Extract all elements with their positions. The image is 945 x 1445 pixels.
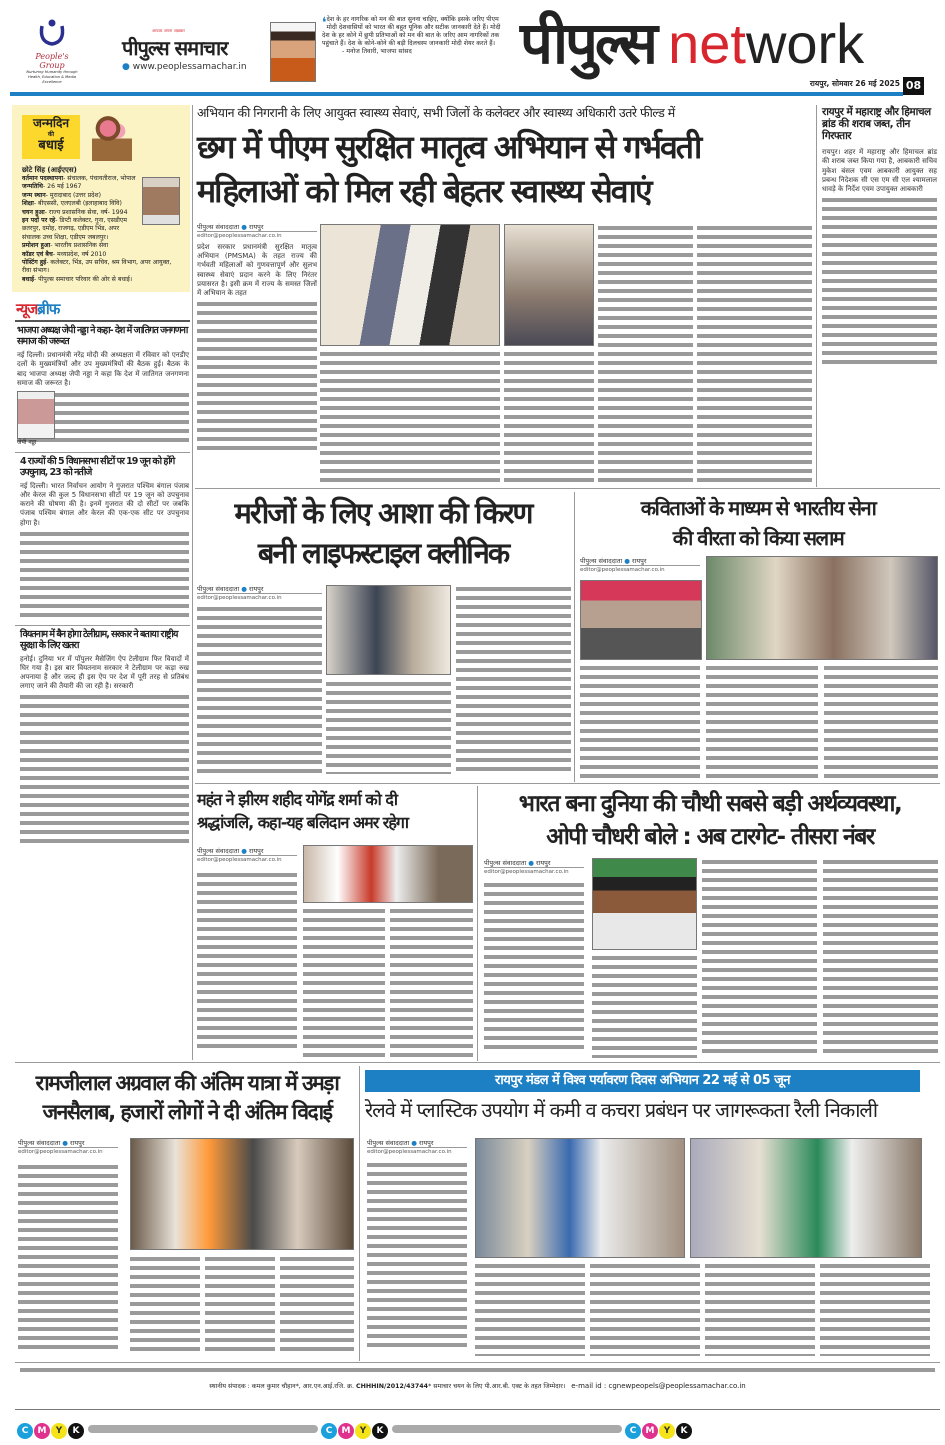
left-column xyxy=(12,105,190,843)
imprint-note: * समाचार चयन के लिए पी.आर.बी. एक्ट के तहत जिम्मेदार। xyxy=(428,1383,566,1390)
mahant-headline-line1: महंत ने झीरम शहीद योगेंद्र शर्मा को दी xyxy=(197,790,398,809)
lead-body-text xyxy=(697,224,812,482)
column-rule xyxy=(574,492,575,782)
divider xyxy=(15,1362,940,1363)
cmyk-dot-m: M xyxy=(338,1423,354,1439)
divider xyxy=(195,783,940,784)
poems-body-text xyxy=(580,664,700,778)
imprint-editor: स्थानीय संपादक : कमल कुमार चौहान*, आर.एन.आई.रजि. क्र. xyxy=(209,1383,354,1390)
registration-bar xyxy=(392,1425,622,1433)
imprint-line xyxy=(20,1366,935,1372)
byline-name: पीपुल्स संवाददाता xyxy=(484,859,527,867)
clinic-photo xyxy=(326,585,451,675)
poems-body-text xyxy=(706,664,818,778)
byline-email[interactable]: editor@peoplessamachar.co.in xyxy=(18,1147,118,1155)
birthday-person-photo xyxy=(142,177,180,225)
right-brief-lead: रायपुर। शहर में महाराष्ट्र और हिमाचल ब्रांड की शराब जब्त किया गया है, आबकारी सचिव मुकेश बंसल एवम आबकारी आयुक्त सह प्रबन्ध निदेशक सी एस एम सी एल श्यामलाल धावड़े के निर्देश एवम उपायुक्त आबकारी xyxy=(822,148,937,193)
detail-label: जन्मतिथि xyxy=(22,183,43,191)
detail-value: - कलेक्टर, भिंड, उप सचिव, श्रम विभाग, अपर आयुक्त, रीवा संभाग। xyxy=(22,259,172,275)
cmyk-dot-c: C xyxy=(321,1423,337,1439)
birthday-detail-row xyxy=(22,242,180,250)
birthday-person-name: छोटे सिंह (आईएएस) xyxy=(22,166,77,174)
byline-email[interactable]: editor@peoplessamachar.co.in xyxy=(367,1147,467,1155)
detail-label: जन्म स्थान xyxy=(22,191,46,199)
right-brief-headline: रायपुर में महाराष्ट्र और हिमाचल ब्रांड की शराब जब्त, तीन गिरफ्तार xyxy=(822,106,931,143)
birthday-detail-row xyxy=(22,251,180,259)
page-number: 08 xyxy=(903,77,924,95)
nadda-photo-block xyxy=(17,391,55,447)
poems-photo-award xyxy=(706,556,938,660)
railway-body-text xyxy=(705,1262,815,1356)
mahant-body-text xyxy=(303,907,385,1057)
lead-body: प्रदेश सरकार प्रधानमंत्री सुरक्षित मातृत्व अभियान (PMSMA) के तहत राज्य की गर्भवती महिलाओं को गुणवत्तापूर्ण और सुलभ स्वास्थ्य सेवाएं प्रदान करने के लिए निरंतर प्रयासरत है। इसी क्रम में राज्य के समस्त जिलों में अभियान के तहत xyxy=(197,243,317,298)
brief-story-nadda xyxy=(12,322,190,447)
quote-text: देश के हर नागरिक को मन की बात सुनना चाहिए, क्योंकि इसके जरिए पीएम मोदी देशवासियों को भारत की बहुत यूनिक और सटीक जानकारी देते हैं। मोदी देश के हर कोने में छुपी प्रतिभाओं को मन की बात के जरिए आम नागरिकों तक पहुंचाते हैं। देश के कोने-कोने की बड़ी दिलचस्प जानकारी मोदी शेयर करते हैं। xyxy=(322,16,501,47)
masthead-net: net xyxy=(668,12,746,75)
imprint xyxy=(15,1380,940,1393)
mahant-photo xyxy=(303,845,473,903)
cmyk-dot-k: K xyxy=(68,1423,84,1439)
detail-label: इन पदों पर रहे xyxy=(22,217,56,225)
lead-photo-checkup xyxy=(504,224,594,346)
detail-value: - राज्य प्रशासनिक सेवा, वर्ष- 1994 xyxy=(44,208,128,216)
detail-label: चयन हुआ xyxy=(22,208,45,216)
byline-email[interactable]: editor@peoplessamachar.co.in xyxy=(197,593,322,601)
byline-city: रायपुर xyxy=(632,557,647,565)
group-name: People's Group xyxy=(35,52,69,70)
brief-lead: नई दिल्ली। प्रधानमंत्री नरेंद्र मोदी की अध्यक्षता में रविवार को एनडीए दलों के मुख्यमंत्रियों और उप मुख्यमंत्रियों की बैठक हुई। बैठक के बाद भाजपा अध्यक्ष जेपी नड्डा ने कहा कि देश में जातिगत जनगणना समाज की जरूरत है। xyxy=(17,351,189,387)
lead-body-text xyxy=(504,350,594,482)
mahant-body-text xyxy=(197,871,297,1051)
column-rule xyxy=(816,105,817,487)
mahant-byline: पीपुल्स संवाददाता ● रायपुर editor@peoplessamachar.co.in xyxy=(197,846,297,1051)
byline-name: पीपुल्स संवाददाता xyxy=(197,585,240,593)
birthday-box xyxy=(12,105,190,292)
detail-label: वर्तमान पदस्थापना xyxy=(22,175,64,182)
poems-headline-line2: की वीरता को किया सलाम xyxy=(672,526,844,550)
right-brief-liquor xyxy=(822,106,937,366)
railway-byline: पीपुल्स संवाददाता ● रायपुर editor@peoplessamachar.co.in xyxy=(367,1138,467,1351)
detail-value: - पीपुल्स समाचार परिवार की ओर से बधाई। xyxy=(33,275,133,283)
clinic-byline: पीपुल्स संवाददाता ● रायपुर editor@peoplessamachar.co.in xyxy=(197,584,322,775)
byline-name: पीपुल्स संवाददाता xyxy=(367,1139,410,1147)
cmyk-dot-k: K xyxy=(372,1423,388,1439)
clinic-body-text xyxy=(197,605,322,775)
quote-author: - मनोज तिवारी, भाजपा सांसद xyxy=(342,48,412,55)
detail-value: - मुरादाबाद (उत्तर प्रदेश) xyxy=(45,191,102,199)
detail-label: प्रमोशन हुआ xyxy=(22,242,51,250)
cmyk-dot-m: M xyxy=(642,1423,658,1439)
mahant-headline-line2: श्रद्धांजलि, कहा-यह बलिदान अमर रहेगा xyxy=(197,813,409,832)
byline-city: रायपुर xyxy=(249,223,264,231)
masthead-hindi: पीपुल्स xyxy=(520,9,655,77)
ramjilal-body-text xyxy=(130,1255,200,1355)
ramjilal-body-text xyxy=(205,1255,275,1355)
detail-value: - संचालक, पंचायतीराज, भोपाल xyxy=(63,175,136,182)
header-rule xyxy=(10,92,903,96)
lead-photo-hospital xyxy=(320,224,500,346)
divider xyxy=(15,1409,940,1410)
byline-email[interactable]: editor@peoplessamachar.co.in xyxy=(484,867,584,875)
byline-city: रायपुर xyxy=(249,585,264,593)
right-brief-body-text xyxy=(822,196,937,366)
railway-body-text xyxy=(820,1262,930,1356)
group-tagline: Nurturing Humanity through Health, Education & Media Excellence xyxy=(26,70,78,84)
lead-kicker: अभियान की निगरानी के लिए आयुक्त स्वास्थ्य सेवाएं, सभी जिलों के कलेक्टर और स्वास्थ्य अधिकारी उतरे फील्ड में xyxy=(197,105,675,120)
divider xyxy=(15,1062,940,1063)
byline-city: रायपुर xyxy=(70,1139,85,1147)
cmyk-registration-strip xyxy=(17,1418,942,1439)
lead-body-text xyxy=(598,224,693,482)
birthday-title-top: जन्मदिन xyxy=(32,116,70,130)
brief-story-telegram xyxy=(15,625,190,844)
railway-rally-photo xyxy=(475,1138,685,1258)
lead-headline-line2: महिलाओं को मिल रही बेहतर स्वास्थ्य सेवाएं xyxy=(197,172,651,210)
detail-value: - डिप्टी कलेक्टर, गुना, एसडीएम छतरपुर, दमोह, राजगढ़, एडीएम भिंड, अपर संचालक उच्च शिक्षा, एडीएम जबलपुर। xyxy=(22,217,127,241)
economy-body-text xyxy=(823,858,938,1058)
ramjilal-body-text xyxy=(18,1163,118,1349)
brief-lead: नई दिल्ली। भारत निर्वाचन आयोग ने गुजरात पश्चिम बंगाल पंजाब और केरल की कुल 5 विधानसभा सीटों पर 19 जून को उपचुनाव कराने की घोषणा की है। इनमें गुजरात की दो सीटों पर जबकि पंजाब पश्चिम बंगाल और केरल की एक-एक सीट पर उपचुनाव होगा है। xyxy=(20,481,189,527)
brief-story-bypolls xyxy=(15,452,190,620)
cmyk-dot-c: C xyxy=(17,1423,33,1439)
imprint-rni: CHHHIN/2012/43744 xyxy=(355,1383,429,1390)
nadda-photo xyxy=(17,391,55,439)
byline-email[interactable]: editor@peoplessamachar.co.in xyxy=(580,565,700,573)
birthday-detail-row xyxy=(22,276,180,284)
clinic-headline-line1: मरीजों के लिए आशा की किरण xyxy=(234,496,532,530)
ramjilal-headline-line2: जनसैलाब, हजारों लोगों ने दी अंतिम विदाई xyxy=(42,1100,332,1124)
peoples-samachar-logo xyxy=(122,28,266,72)
imprint-email[interactable]: e-mail id : cgnewpeopels@peoplessamachar.co.in xyxy=(571,1382,746,1390)
economy-body-text xyxy=(592,954,697,1058)
peoples-group-logo xyxy=(22,18,82,85)
funeral-procession-photo xyxy=(130,1138,354,1250)
lead-headline-line1: छग में पीएम सुरक्षित मातृत्व अभियान से गर्भवती xyxy=(197,128,701,166)
railway-headline: रेलवे में प्लास्टिक उपयोग में कमी व कचरा प्रबंधन पर जागरूकता रैली निकाली xyxy=(365,1098,878,1122)
paper-tagline: आपका अपना अख़बार xyxy=(152,28,185,33)
masthead-title xyxy=(520,9,905,77)
railway-body-text xyxy=(367,1161,467,1351)
paper-name: पीपुल्स समाचार xyxy=(122,36,228,60)
detail-label: कॉडर एवं बैच xyxy=(22,250,53,258)
quote-icon: ❛ xyxy=(322,15,327,31)
news-brief-label-b: ब्रीफ xyxy=(37,300,60,319)
railway-banner: रायपुर मंडल में विश्व पर्यावरण दिवस अभियान 22 मई से 05 जून xyxy=(365,1070,920,1092)
brief-headline: 4 राज्यों की 5 विधानसभा सीटों पर 19 जून को होंगे उपचुनाव, 23 को नतीजे xyxy=(20,455,175,478)
birthday-title xyxy=(22,115,80,159)
detail-value: - मध्यप्रदेश, वर्ष 2010 xyxy=(52,250,107,258)
brief-headline: भाजपा अध्यक्ष जेपी नड्डा ने कहा- देश में जातिगत जनगणना समाज की जरूरत xyxy=(17,325,188,348)
economy-headline-line2: ओपी चौधरी बोले : अब टारगेट- तीसरा नंबर xyxy=(546,824,874,850)
byline-city: रायपुर xyxy=(536,859,551,867)
op-choudhary-photo xyxy=(592,858,697,950)
column-rule xyxy=(359,1066,360,1361)
railway-body-text xyxy=(590,1262,700,1356)
byline-name: पीपुल्स संवाददाता xyxy=(18,1139,61,1147)
column-rule xyxy=(192,105,193,1060)
poems-photo-stage xyxy=(580,580,702,660)
cmyk-dot-m: M xyxy=(34,1423,50,1439)
economy-byline: पीपुल्स संवाददाता ● रायपुर editor@peoplessamachar.co.in xyxy=(484,858,584,1049)
cmyk-dot-y: Y xyxy=(659,1423,675,1439)
byline-name: पीपुल्स संवाददाता xyxy=(197,223,240,231)
manoj-tiwari-photo xyxy=(270,22,316,82)
brief-lead: हनोई। दुनिया भर में पॉपुलर मैसेजिंग ऐप टेलीग्राम फिर विवादों में घिर गया है। इस बार वियतनाम सरकार ने टेलीग्राम पर कड़ा रुख अपनाया है और जल्द ही इस ऐप पर देश में पूरी तरह से प्रतिबंध लगाए जाने की तैयारी की जा रही है। सरकारी xyxy=(20,654,189,691)
news-brief-label xyxy=(12,300,190,318)
photo-caption: जेपी नड्डा xyxy=(17,438,37,446)
quote-box xyxy=(322,16,502,56)
ramjilal-body-text xyxy=(280,1255,354,1355)
flower-basket-icon xyxy=(92,111,132,161)
birthday-header xyxy=(22,111,180,165)
lead-byline: पीपुल्स संवाददाता ● रायपुर editor@peoplessamachar.co.in प्रदेश सरकार प्रधानमंत्री सुरक्षित मातृत्व अभियान (PMSMA) के तहत राज्य की गर्भवती महिलाओं को गुणवत्तापूर्ण और सुलभ स्वास्थ्य सेवाएं प्रदान करने के लिए निरंतर प्रयासरत है। इसी क्रम में राज्य के समस्त जिलों में अभियान के तहत xyxy=(197,222,317,450)
column-rule xyxy=(477,786,478,1061)
economy-body-text xyxy=(702,858,817,1058)
cmyk-dot-y: Y xyxy=(355,1423,371,1439)
railway-body-text xyxy=(475,1262,585,1356)
byline-name: पीपुल्स संवाददाता xyxy=(580,557,623,565)
website-link[interactable]: www.peoplessamachar.in xyxy=(132,62,247,72)
mahant-body-text xyxy=(390,907,473,1057)
cmyk-dot-y: Y xyxy=(51,1423,67,1439)
news-brief-label-a: न्यूज xyxy=(16,300,38,319)
cmyk-dot-c: C xyxy=(625,1423,641,1439)
byline-email[interactable]: editor@peoplessamachar.co.in xyxy=(197,855,297,863)
byline-city: रायपुर xyxy=(419,1139,434,1147)
poems-body-text xyxy=(824,664,938,778)
birthday-title-mid: की xyxy=(47,131,55,138)
clinic-body-text xyxy=(326,680,451,774)
masthead-work: work xyxy=(745,12,865,75)
clinic-body-text xyxy=(456,585,571,775)
detail-label: बधाई xyxy=(22,275,34,283)
registration-bar xyxy=(88,1425,318,1433)
detail-label: पोस्टिंग हुई xyxy=(22,259,47,267)
ramjilal-byline: पीपुल्स संवाददाता ● रायपुर editor@peoplessamachar.co.in xyxy=(18,1138,118,1349)
detail-value: - भारतीय प्रशासनिक सेवा xyxy=(50,242,109,250)
economy-body-text xyxy=(484,881,584,1049)
clinic-headline-line2: बनी लाइफस्टाइल क्लीनिक xyxy=(257,536,509,570)
birthday-title-bottom: बधाई xyxy=(38,138,64,153)
lead-body-text xyxy=(320,350,500,482)
divider xyxy=(195,488,940,489)
byline-name: पीपुल्स संवाददाता xyxy=(197,847,240,855)
economy-headline-line1: भारत बना दुनिया की चौथी सबसे बड़ी अर्थव्यवस्था, xyxy=(518,791,902,817)
byline-city: रायपुर xyxy=(249,847,264,855)
poems-headline-line1: कविताओं के माध्यम से भारतीय सेना xyxy=(640,496,876,520)
byline-email[interactable]: editor@peoplessamachar.co.in xyxy=(197,231,317,239)
detail-value: - 26 मई 1967 xyxy=(42,183,82,191)
dateline: रायपुर, सोमवार 26 मई 2025 xyxy=(809,79,900,88)
brief-headline: वियतनाम में बैन होगा टेलीग्राम, सरकार ने बताया राष्ट्रीय सुरक्षा के लिए खतरा xyxy=(20,628,178,651)
detail-value: - बीएससी, एलएलबी (इलाहाबाद विवि) xyxy=(33,200,122,208)
group-logo-icon xyxy=(37,18,67,48)
brief-body-text xyxy=(20,530,189,620)
lead-body-text xyxy=(197,300,317,450)
globe-icon: ● xyxy=(122,62,130,72)
birthday-detail-row xyxy=(22,259,180,276)
cmyk-dot-k: K xyxy=(676,1423,692,1439)
poems-byline: पीपुल्स संवाददाता ● रायपुर editor@peoplessamachar.co.in xyxy=(580,556,700,573)
ramjilal-headline-line1: रामजीलाल अग्रवाल की अंतिम यात्रा में उमड़ा xyxy=(35,1071,339,1095)
brief-body-text xyxy=(20,693,189,843)
detail-label: शिक्षा xyxy=(22,200,34,208)
railway-banner-photo xyxy=(690,1138,922,1258)
